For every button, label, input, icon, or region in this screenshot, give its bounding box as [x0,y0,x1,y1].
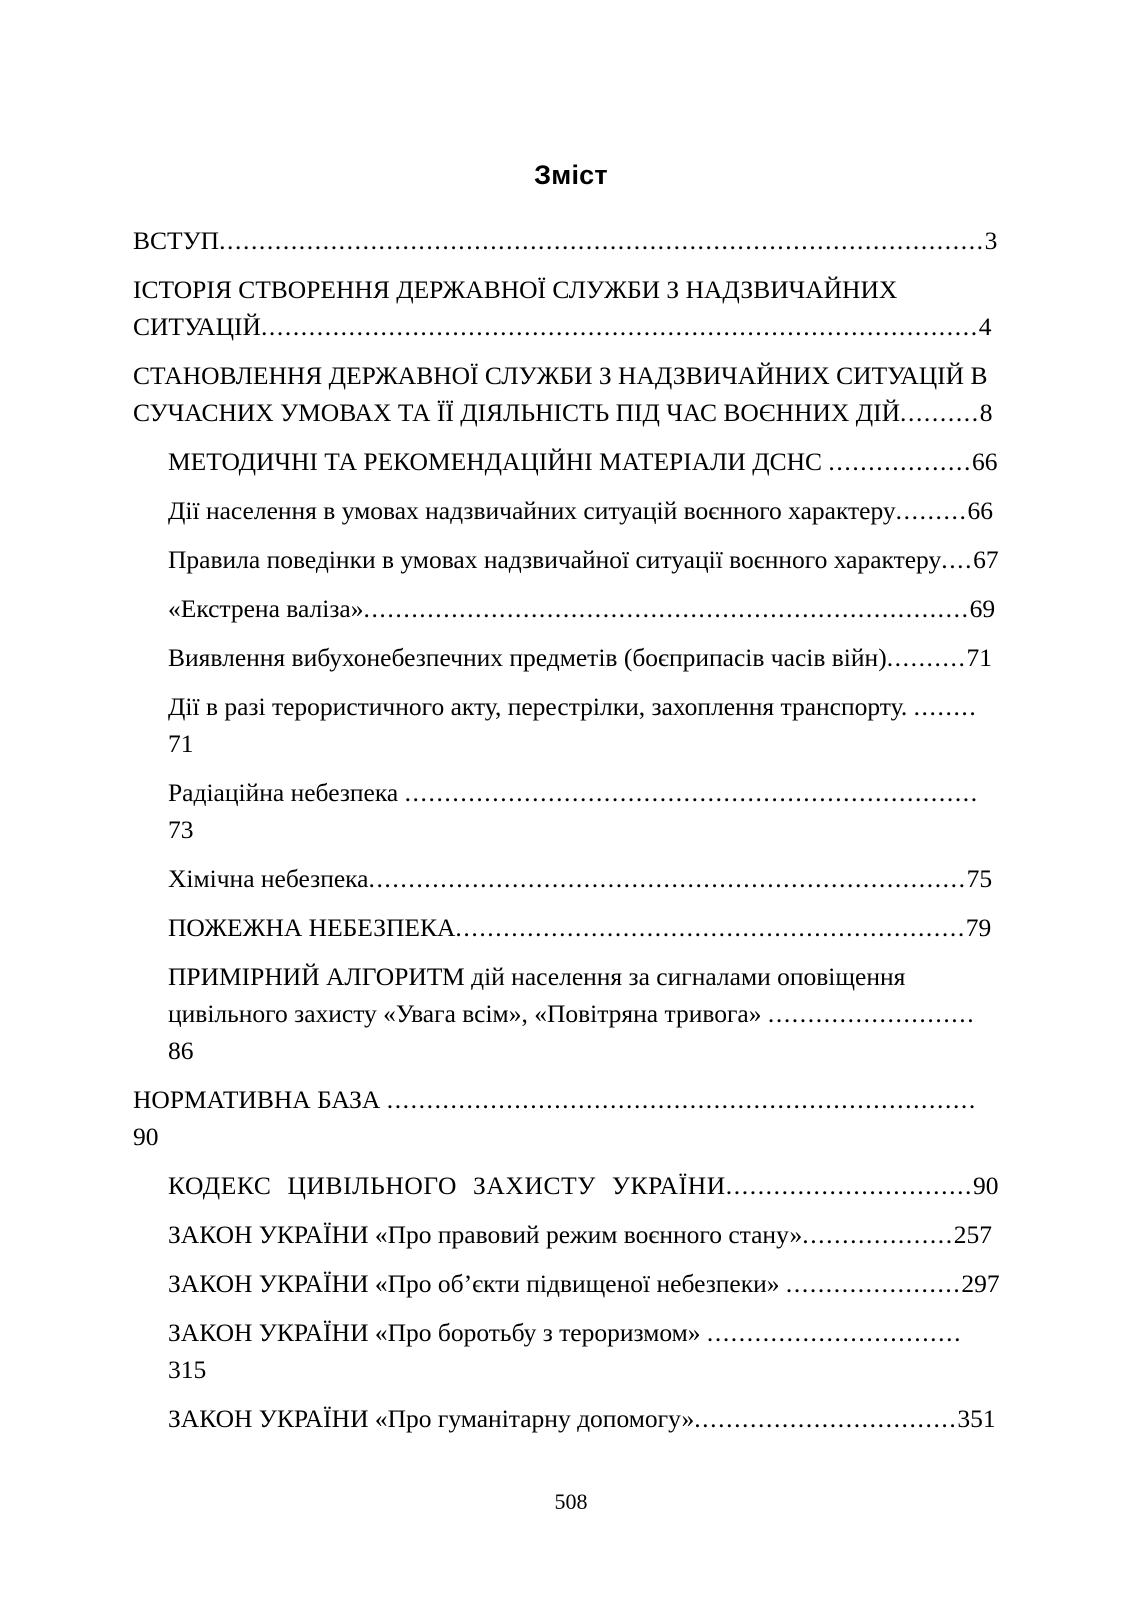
toc-entry-page-number: 297 [961,1269,1000,1298]
toc-entry[interactable] [133,541,1000,578]
toc-entry-page-number: 90 [133,1122,159,1151]
toc-entry[interactable] [133,492,1000,529]
toc-entry[interactable] [133,1265,1000,1302]
toc-leader-dots: ......... [895,496,968,525]
toc-entry[interactable] [133,222,1000,259]
table-of-contents [133,222,1000,1437]
toc-leader-dots: .......... [900,398,980,427]
toc-entry-page-number: 66 [967,496,993,525]
toc-leader-dots: ................................................................................................ [219,226,985,255]
toc-leader-dots: .................. [828,447,972,476]
toc-entry[interactable] [133,909,1000,946]
toc-leader-dots: .......... [886,643,967,672]
toc-entry[interactable] [133,1081,1000,1155]
toc-entry-page-number: 75 [966,864,993,893]
toc-entry-page-number: 90 [973,1171,999,1200]
toc-leader-dots: .......................... [767,999,976,1028]
toc-entry[interactable] [133,271,1000,345]
toc-leader-dots: ................................................................ [455,913,966,942]
toc-leader-dots: .... [941,545,974,574]
toc-leader-dots: ................................ [706,1318,963,1347]
toc-leader-dots: ............................... [725,1171,974,1200]
toc-leader-dots: .......................................................................... [386,1085,977,1114]
page-folio-number: 508 [554,1489,588,1514]
toc-entry-page-number: 79 [965,913,992,942]
toc-entry-label: Правила поведінки в умовах надзвичайної ситуації воєнного характеру [168,545,942,574]
toc-entry-page-number: 4 [978,312,992,341]
toc-entry-page-number: 71 [168,729,194,758]
toc-entry-label: ЗАКОН УКРАЇНИ «Про об’єкти підвищеної небезпеки» [168,1269,780,1298]
toc-leader-dots: ............................................................................ [363,594,970,623]
toc-entry[interactable] [133,639,1000,676]
toc-entry-label: НОРМАТИВНА БАЗА [133,1085,381,1114]
toc-entry-label: СТАНОВЛЕННЯ ДЕРЖАВНОЇ СЛУЖБИ З НАДЗВИЧАЙНИХ СИТУАЦІЙ В СУЧАСНИХ УМОВАХ ТА ЇЇ ДІЯЛЬНІСТЬ ПІД ЧАС ВОЄННИХ ДІЙ [133,361,988,427]
toc-entry-label: ЗАКОН УКРАЇНИ «Про гуманітарну допомогу» [168,1404,695,1433]
toc-entry[interactable] [133,590,1000,627]
toc-entry-label: ПОЖЕЖНА НЕБЕЗПЕКА [168,913,456,942]
toc-entry[interactable] [133,774,1000,848]
toc-entry-page-number: 71 [966,643,992,672]
toc-entry-page-number: 315 [168,1355,207,1384]
toc-entry[interactable] [133,1400,1000,1437]
toc-entry-page-number: 3 [984,226,998,255]
toc-entry-page-number: 351 [957,1404,996,1433]
toc-entry-page-number: 8 [979,398,993,427]
toc-entry-label: ПРИМІРНИЙ АЛГОРИТМ дій населення за сигналами оповіщення цивільного захисту «Увага всім», «Повітряна тривога» [168,962,906,1028]
toc-entry-label: ІСТОРІЯ СТВОРЕННЯ ДЕРЖАВНОЇ СЛУЖБИ З НАДЗВИЧАЙНИХ СИТУАЦІЙ [133,275,898,341]
toc-leader-dots: ................... [802,1220,954,1249]
toc-entry-page-number: 86 [168,1036,194,1065]
toc-entry-page-number: 67 [973,545,999,574]
toc-entry-page-number: 257 [953,1220,992,1249]
toc-entry-label: Виявлення вибухонебезпечних предметів (боєприпасів часів війн) [168,643,887,672]
toc-leader-dots: ........................................................................ [404,778,979,807]
toc-entry-label: ЗАКОН УКРАЇНИ «Про правовий режим воєнного стану» [168,1220,803,1249]
toc-entry-label: Дії в разі терористичного акту, перестрілки, захоплення транспорту. [168,692,908,721]
toc-entry-label: ЗАКОН УКРАЇНИ «Про боротьбу з тероризмом» [168,1318,701,1347]
toc-entry-label: «Екстрена валіза» [168,594,364,623]
toc-leader-dots: ........................................................................... [368,864,967,893]
toc-entry-label: Хімічна небезпека [168,864,369,893]
toc-entry[interactable] [133,688,1000,762]
toc-entry[interactable] [133,958,1000,1069]
toc-entry-label: Дії населення в умовах надзвичайних ситуацій воєнного характеру [168,496,896,525]
toc-entry[interactable] [133,443,1000,480]
toc-leader-dots: .......................................................................................... [260,312,979,341]
toc-entry-label: МЕТОДИЧНІ ТА РЕКОМЕНДАЦІЙНІ МАТЕРІАЛИ ДСНС [168,447,823,476]
page-title: Зміст [534,160,608,190]
toc-entry-page-number: 66 [971,447,998,476]
toc-entry[interactable] [133,860,1000,897]
toc-entry[interactable] [133,1216,1000,1253]
toc-leader-dots: ...................... [785,1269,962,1298]
toc-leader-dots: ........ [913,692,978,721]
toc-entry[interactable] [133,357,1000,431]
toc-entry-page-number: 69 [969,594,996,623]
toc-entry-page-number: 73 [168,815,194,844]
toc-entry-label: ВСТУП [133,226,220,255]
toc-entry-label: КОДЕКС ЦИВІЛЬНОГО ЗАХИСТУ УКРАЇНИ [168,1171,726,1200]
toc-entry-label: Радіаційна небезпека [168,778,399,807]
toc-leader-dots: ................................. [694,1404,958,1433]
toc-entry[interactable] [133,1167,1000,1204]
toc-entry[interactable] [133,1314,1000,1388]
